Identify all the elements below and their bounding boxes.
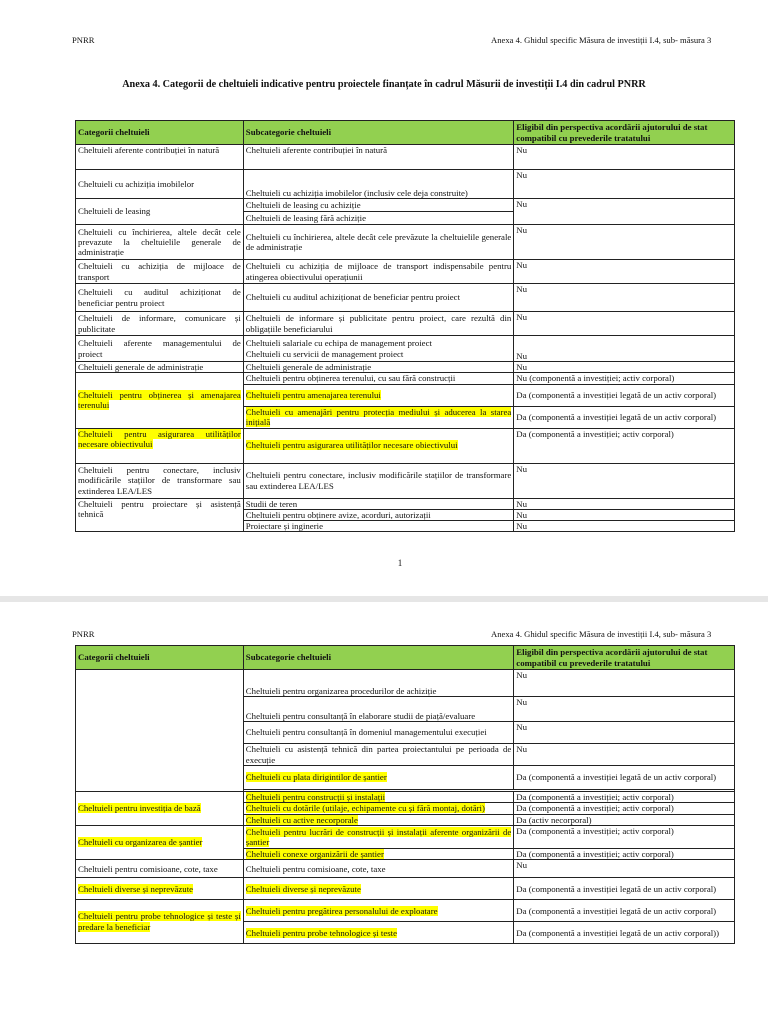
subcategory-cell xyxy=(243,900,514,922)
subcategory-cell: Cheltuieli cu achiziția de mijloace de transport indispensabile pentru atingerea obiectivului operațiunii xyxy=(243,260,514,284)
category-cell xyxy=(76,878,244,900)
eligibility-cell: Nu (componentă a investiției; activ corporal) xyxy=(514,373,735,384)
category-cell xyxy=(76,670,244,792)
header-left: PNRR xyxy=(72,629,95,639)
category-cell: Cheltuieli aferente contribuției în natură xyxy=(76,145,244,170)
subcategory-cell: Cheltuieli pentru consultanță în elaborare studii de piață/evaluare xyxy=(243,697,514,722)
subcategory-line: Cheltuieli salariale cu echipa de management proiect xyxy=(245,338,432,349)
subcategory-cell: Cheltuieli pentru obținere avize, acorduri, autorizații xyxy=(243,509,514,520)
subcategory-cell: Cheltuieli generale de administrație xyxy=(243,362,514,373)
table-row xyxy=(76,428,735,463)
subcategory-cell: Cheltuieli cu închirierea, altele decât cele prevăzute la cheltuielile generale de administrație xyxy=(243,225,514,260)
highlighted-text: Cheltuieli pentru construcții și instalații xyxy=(245,792,386,802)
category-cell: Cheltuieli generale de administrație xyxy=(76,362,244,373)
table-row xyxy=(76,312,735,336)
eligibility-cell: Nu xyxy=(514,170,735,199)
highlighted-text: Cheltuieli pentru investiția de bază xyxy=(78,803,201,814)
highlighted-text: Cheltuieli cu dotările (utilaje, echipamente cu și fără montaj, dotări) xyxy=(245,803,485,814)
subcategory-cell: Cheltuieli de leasing cu achiziție xyxy=(243,199,514,212)
highlighted-text: Cheltuieli pentru probe tehnologice și teste xyxy=(245,927,398,938)
eligibility-cell: Nu xyxy=(514,697,735,722)
column-header-subcategory: Subcategorie cheltuieli xyxy=(243,646,514,670)
table-row xyxy=(76,362,735,373)
highlighted-text: Cheltuieli pentru asigurarea utilităților necesare obiectivului xyxy=(78,428,241,449)
subcategory-cell: Cheltuieli pentru obținerea terenului, cu sau fără construcții xyxy=(243,373,514,384)
category-cell xyxy=(76,825,244,859)
eligibility-cell: Da (componentă a investiției legată de un activ corporal) xyxy=(514,406,735,428)
category-cell: Cheltuieli cu achiziția imobilelor xyxy=(76,170,244,199)
eligibility-cell: Da (componentă a investiției; activ corporal) xyxy=(514,428,735,463)
eligibility-cell: Nu xyxy=(514,670,735,697)
subcategory-cell xyxy=(243,803,514,814)
eligibility-cell: Da (activ necorporal) xyxy=(514,814,735,825)
column-header-category: Categorii cheltuieli xyxy=(76,646,244,670)
table-row xyxy=(76,878,735,900)
subcategory-cell xyxy=(243,825,514,848)
subcategory-cell: Cheltuieli pentru organizarea procedurilor de achiziție xyxy=(243,670,514,697)
highlighted-text: Cheltuieli pentru probe tehnologice și teste și predare la beneficiar xyxy=(78,911,241,932)
highlighted-text: Cheltuieli diverse și neprevăzute xyxy=(245,883,361,894)
table-row xyxy=(76,260,735,284)
eligibility-cell: Nu xyxy=(514,744,735,766)
eligibility-cell: Nu xyxy=(514,509,735,520)
category-cell: Cheltuieli pentru conectare, inclusiv modificările stațiilor de transformare sau extinderea LEA/LES xyxy=(76,463,244,498)
table-row xyxy=(76,825,735,848)
eligibility-cell: Da (componentă a investiției; activ corporal) xyxy=(514,825,735,848)
header-left: PNRR xyxy=(72,35,95,45)
page-number: 1 xyxy=(397,558,403,568)
eligibility-cell: Da (componentă a investiției legată de un activ corporal) xyxy=(514,878,735,900)
table-row xyxy=(76,170,735,199)
highlighted-text: Cheltuieli cu amenajări pentru protecția mediului și aducerea la starea inițială xyxy=(245,406,512,428)
subcategory-cell xyxy=(243,814,514,825)
category-cell xyxy=(76,792,244,826)
header-right: Anexa 4. Ghidul specific Măsura de investiții I.4, sub- măsura 3 xyxy=(491,629,712,639)
category-cell: Cheltuieli pentru comisioane, cote, taxe xyxy=(76,860,244,878)
category-cell: Cheltuieli pentru proiectare și asistență tehnică xyxy=(76,498,244,532)
header-right: Anexa 4. Ghidul specific Măsura de investiții I.4, sub- măsura 3 xyxy=(491,35,712,45)
table-row xyxy=(76,792,735,803)
category-cell: Cheltuieli cu achiziția de mijloace de transport xyxy=(76,260,244,284)
category-cell: Cheltuieli aferente managementului de proiect xyxy=(76,336,244,362)
highlighted-text: Cheltuieli cu active necorporale xyxy=(245,814,358,825)
subcategory-cell: Cheltuieli de informare și publicitate pentru proiect, care rezultă din obligațiile beneficiarului xyxy=(243,312,514,336)
table-row xyxy=(76,463,735,498)
eligibility-cell: Nu xyxy=(514,284,735,312)
subcategory-cell: Proiectare și inginerie xyxy=(243,521,514,532)
eligibility-cell: Nu xyxy=(514,521,735,532)
subcategory-cell: Cheltuieli cu achiziția imobilelor (inclusiv cele deja construite) xyxy=(243,170,514,199)
table-header-row xyxy=(76,646,735,670)
subcategory-cell: Cheltuieli de leasing fără achiziție xyxy=(243,212,514,225)
subcategory-cell xyxy=(243,878,514,900)
expense-table-page-1 xyxy=(75,120,735,532)
eligibility-cell: Nu xyxy=(514,722,735,744)
table-header-row xyxy=(76,121,735,145)
table-row xyxy=(76,336,735,362)
column-header-eligibility: Eligibil din perspectiva acordării ajutorului de stat compatibil cu prevederile tratatului xyxy=(514,646,735,670)
highlighted-text: Cheltuieli diverse și neprevăzute xyxy=(78,883,194,894)
subcategory-cell: Studii de teren xyxy=(243,498,514,509)
highlighted-text: Cheltuieli pentru lucrări de construcții și instalații aferente organizării de șantier xyxy=(245,826,512,847)
subcategory-cell xyxy=(243,384,514,406)
subcategory-cell xyxy=(243,428,514,463)
category-cell xyxy=(76,428,244,463)
subcategory-cell: Cheltuieli pentru comisioane, cote, taxe xyxy=(243,860,514,878)
category-cell: Cheltuieli de informare, comunicare și publicitate xyxy=(76,312,244,336)
eligibility-cell: Nu xyxy=(514,498,735,509)
table-row xyxy=(76,145,735,170)
eligibility-cell: Da (componentă a investiției legată de un activ corporal) xyxy=(514,900,735,922)
subcategory-cell xyxy=(243,336,514,362)
eligibility-cell: Da (componentă a investiției legată de un activ corporal)) xyxy=(514,922,735,944)
subcategory-cell xyxy=(243,922,514,944)
eligibility-cell: Da (componentă a investiției legată de un activ corporal) xyxy=(514,766,735,790)
category-cell: Cheltuieli cu auditul achiziționat de beneficiar pentru proiect xyxy=(76,284,244,312)
subcategory-cell: Cheltuieli cu asistență tehnică din partea proiectantului pe perioada de execuție xyxy=(243,744,514,766)
document-title: Anexa 4. Categorii de cheltuieli indicative pentru proiectele finanțate în cadrul Măsurii de investiții I.4 din cadrul PNRR xyxy=(122,79,646,90)
eligibility-cell: Nu xyxy=(514,199,735,225)
table-row xyxy=(76,225,735,260)
column-header-category: Categorii cheltuieli xyxy=(76,121,244,145)
subcategory-cell xyxy=(243,766,514,790)
table-row xyxy=(76,284,735,312)
eligibility-cell: Da (componentă a investiției; activ corporal) xyxy=(514,792,735,803)
eligibility-cell: Da (componentă a investiției; activ corporal) xyxy=(514,803,735,814)
eligibility-cell: Nu xyxy=(514,260,735,284)
expense-table-page-2 xyxy=(75,645,735,944)
eligibility-cell: Nu xyxy=(514,362,735,373)
eligibility-cell: Nu xyxy=(514,463,735,498)
subcategory-cell: Cheltuieli pentru conectare, inclusiv modificările stațiilor de transformare sau extinderea LEA/LES xyxy=(243,463,514,498)
subcategory-cell xyxy=(243,848,514,859)
table-row xyxy=(76,373,735,384)
highlighted-text: Cheltuieli conexe organizării de șantier xyxy=(245,848,384,859)
subcategory-cell xyxy=(243,406,514,428)
category-cell xyxy=(76,900,244,944)
eligibility-cell: Da (componentă a investiției; activ corporal) xyxy=(514,848,735,859)
subcategory-cell: Cheltuieli aferente contribuției în natură xyxy=(243,145,514,170)
subcategory-cell xyxy=(243,792,514,803)
category-cell: Cheltuieli de leasing xyxy=(76,199,244,225)
highlighted-text: Cheltuieli pentru obținerea și amenajarea terenului xyxy=(78,390,241,411)
table-row xyxy=(76,900,735,922)
subcategory-cell: Cheltuieli pentru consultanță în domeniul managementului execuției xyxy=(243,722,514,744)
eligibility-cell: Nu xyxy=(514,312,735,336)
table-row xyxy=(76,860,735,878)
highlighted-text: Cheltuieli pentru pregătirea personalului de exploatare xyxy=(245,905,438,916)
eligibility-cell: Nu xyxy=(514,860,735,878)
document-page-2 xyxy=(0,602,768,1024)
eligibility-cell: Da (componentă a investiției legată de un activ corporal) xyxy=(514,384,735,406)
highlighted-text: Cheltuieli pentru asigurarea utilităților necesare obiectivului xyxy=(245,440,458,451)
table-row xyxy=(76,199,735,212)
table-row xyxy=(76,670,735,697)
eligibility-cell: Nu xyxy=(514,145,735,170)
category-cell xyxy=(76,373,244,428)
category-cell: Cheltuieli cu închirierea, altele decât cele prevazute la cheltuielile generale de administrație xyxy=(76,225,244,260)
subcategory-cell: Cheltuieli cu auditul achiziționat de beneficiar pentru proiect xyxy=(243,284,514,312)
highlighted-text: Cheltuieli cu organizarea de șantier xyxy=(78,837,203,848)
highlighted-text: Cheltuieli cu plata dirigintilor de șantier xyxy=(245,772,387,783)
subcategory-line: Cheltuieli cu servicii de management proiect xyxy=(245,348,404,359)
eligibility-cell: Nu xyxy=(514,336,735,362)
column-header-eligibility: Eligibil din perspectiva acordării ajutorului de stat compatibil cu prevederile tratatului xyxy=(514,121,735,145)
highlighted-text: Cheltuieli pentru amenajarea terenului xyxy=(245,389,381,400)
column-header-subcategory: Subcategorie cheltuieli xyxy=(243,121,514,145)
eligibility-cell: Nu xyxy=(514,225,735,260)
table-row xyxy=(76,498,735,509)
